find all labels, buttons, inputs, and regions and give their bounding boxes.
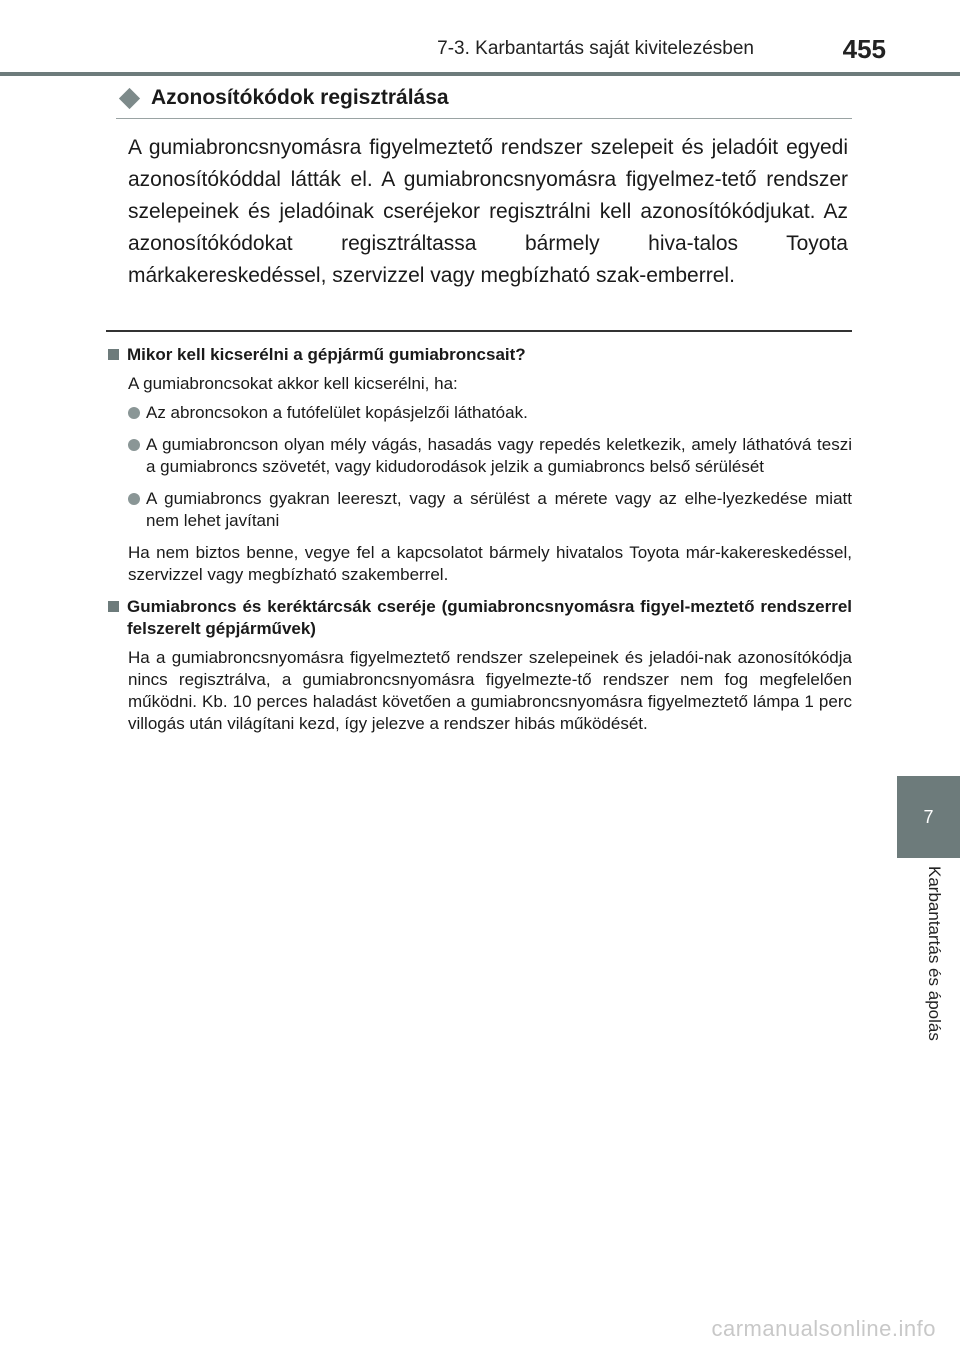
note-paragraph: Ha nem biztos benne, vegye fel a kapcsolatot bármely hivatalos Toyota már-kakereskedéssel, szervizzel vagy megbízható szakemberrel. xyxy=(128,543,852,584)
subsection-title: Azonosítókódok regisztrálása xyxy=(151,86,449,109)
header-rule xyxy=(0,72,960,76)
chapter-number: 7 xyxy=(923,806,934,827)
circle-bullet-icon xyxy=(128,493,140,505)
square-bullet-icon xyxy=(108,601,119,612)
list-item-text: A gumiabroncs gyakran leereszt, vagy a sérülést a mérete vagy az elhe-lyezkedése miatt nem lehet javítani xyxy=(146,489,852,530)
note-heading-text: Gumiabroncs és keréktárcsák cseréje (gumiabroncsnyomásra figyel-meztető rendszerrel felszerelt gépjárművek) xyxy=(127,597,852,638)
note-heading xyxy=(108,344,852,366)
list-item xyxy=(128,488,852,532)
notes-section xyxy=(108,344,852,735)
list-item-text: Az abroncsokon a futófelület kopásjelzői láthatóak. xyxy=(146,403,528,422)
subsection-heading xyxy=(116,86,852,119)
note-heading xyxy=(108,596,852,640)
note-paragraph: A gumiabroncsokat akkor kell kicserélni, ha: xyxy=(128,374,458,393)
square-bullet-icon xyxy=(108,349,119,360)
page-number: 455 xyxy=(842,34,886,64)
note-heading-text: Mikor kell kicserélni a gépjármű gumiabroncsait? xyxy=(127,345,526,364)
running-header-section-title: 7-3. Karbantartás saját kivitelezésben xyxy=(437,38,754,59)
circle-bullet-icon xyxy=(128,439,140,451)
note-paragraph: Ha a gumiabroncsnyomásra figyelmeztető rendszer szelepeinek és jeladói-nak azonosítókódja nincs regisztrálva, a gumiabroncsnyomásra figyelmezte-tő rendszer nem fog megfelelően működni. Kb. 10 perces haladást követően a gumiabroncsnyomásra figyelmeztető lámpa 1 perc villogás után világítani kezd, így jelezve a rendszer hibás működését. xyxy=(128,648,852,733)
subsection-body: A gumiabroncsnyomásra figyelmeztető rendszer szelepeit és jeladóit egyedi azonosítókóddal látták el. A gumiabroncsnyomásra figyelmez-tető rendszer szelepeinek és jeladóinak cseréjekor regisztrálni kell azonosítókódjukat. Az azonosítókódokat regisztráltassa bármely hiva-talos Toyota márkakereskedéssel, szervizzel vagy megbízható szak-emberrel. xyxy=(128,136,848,287)
list-item xyxy=(128,402,852,424)
list-item xyxy=(128,434,852,478)
watermark: carmanualsonline.info xyxy=(711,1316,936,1341)
circle-bullet-icon xyxy=(128,407,140,419)
chapter-tab xyxy=(897,776,960,858)
diamond-bullet-icon xyxy=(119,87,140,108)
chapter-label: Karbantartás és ápolás xyxy=(925,866,944,1041)
section-divider xyxy=(106,330,852,332)
list-item-text: A gumiabroncson olyan mély vágás, hasadás vagy repedés keletkezik, amely láthatóvá teszi a gumiabroncs szövetét, vagy kidudorodások jelzik a gumiabroncs belső sérülését xyxy=(146,435,852,476)
